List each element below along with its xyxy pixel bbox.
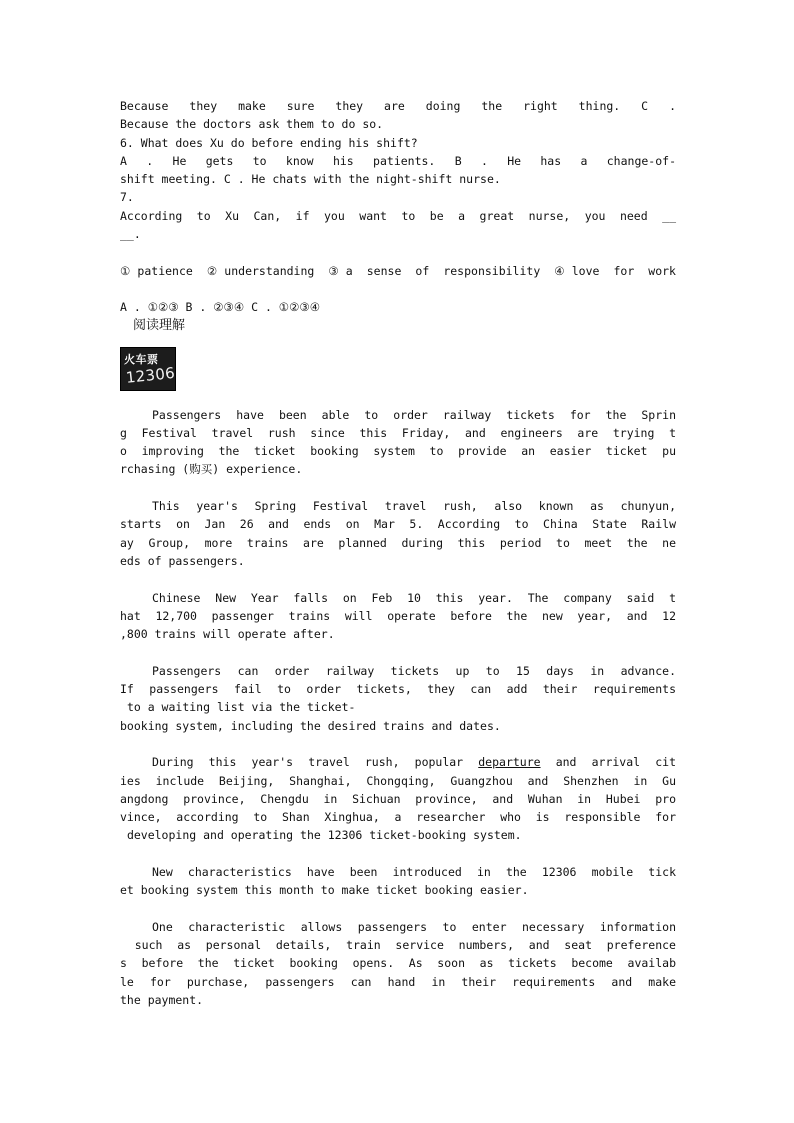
passage-p2-line: This year's Spring Festival travel rush, also known as chunyun, [152, 499, 676, 514]
passage-p7-line: such as personal details, train service numbers, and seat preference [120, 938, 676, 953]
logo-line1: 火车票 [124, 352, 159, 366]
passage-p7-line: One characteristic allows passengers to enter necessary information [152, 919, 676, 934]
passage-p4-line: If passengers fail to order tickets, they can add their requirements [120, 682, 676, 697]
section-heading: 阅读理解 [133, 317, 186, 333]
train-ticket-logo [120, 347, 176, 391]
q7-stem-line1: According to Xu Can, if you want to be a great nurse, you need __ [120, 208, 676, 223]
passage-p5-line: vince, according to Shan Xinghua, a researcher who is responsible for [120, 810, 676, 825]
underlined-word-departure: departure [478, 755, 541, 770]
passage-p5-line: ies include Beijing, Shanghai, Chongqing, Guangzhou and Shenzhen in Gu [120, 773, 676, 788]
q7-number: 7. [120, 190, 134, 205]
passage-p5-line: developing and operating the 12306 ticket-booking system. [120, 828, 522, 843]
passage-p7-line: s before the ticket booking opens. As soon as tickets become availab [120, 956, 676, 971]
logo-line2: 12306 [125, 363, 176, 387]
passage-p2-line: starts on Jan 26 and ends on Mar 5. According to China State Railw [120, 517, 676, 532]
q6-options-line1: A . He gets to know his patients. B . He has a change-of- [120, 153, 676, 168]
passage-p1-line: Passengers have been able to order railway tickets for the Sprin [152, 407, 676, 422]
passage-p4-line: to a waiting list via the ticket- [120, 700, 356, 715]
q6-stem: 6. What does Xu do before ending his shift? [120, 135, 418, 150]
passage-p6-line: New characteristics have been introduced in the 12306 mobile tick [152, 864, 676, 879]
passage-p4-line: booking system, including the desired trains and dates. [120, 718, 501, 733]
passage-p2-line: ay Group, more trains are planned during this period to meet the ne [120, 535, 676, 550]
passage-p7-line: the payment. [120, 993, 204, 1008]
passage-p5-line: angdong province, Chengdu in Sichuan province, and Wuhan in Hubei pro [120, 791, 676, 806]
passage-p3-line: ,800 trains will operate after. [120, 627, 335, 642]
passage-p3-line: hat 12,700 passenger trains will operate before the new year, and 12 [120, 608, 676, 623]
passage-p1-line: o improving the ticket booking system to provide an easier ticket pu [120, 444, 676, 459]
passage-p1-line: g Festival travel rush since this Friday, and engineers are trying t [120, 425, 676, 440]
q7-stem-line2: __. [120, 227, 141, 242]
passage-p1-line: rchasing (购买) experience. [120, 462, 303, 477]
q7-items: ①patience ②understanding ③a sense of responsibility ④love for work [120, 263, 676, 278]
q6-options-line2: shift meeting. C . He chats with the night-shift nurse. [120, 172, 501, 187]
passage-p6-line: et booking system this month to make ticket booking easier. [120, 883, 529, 898]
p5-text-a: During this year's travel rush, popular [152, 755, 479, 770]
q7-options: A . ①②③ B . ②③④ C . ①②③④ [120, 300, 321, 315]
passage-p3-line: Chinese New Year falls on Feb 10 this year. The company said t [152, 590, 676, 605]
q5-option-b-continued: Because they make sure they are doing the right thing. C . [120, 99, 676, 113]
passage-p2-line: eds of passengers. [120, 553, 245, 568]
passage-p4-line: Passengers can order railway tickets up to 15 days in advance. [152, 663, 676, 678]
passage-p5-line [120, 753, 676, 771]
document-page [120, 97, 676, 1009]
p5-text-b: and arrival cit [540, 755, 676, 770]
q5-option-c: Because the doctors ask them to do so. [120, 117, 384, 132]
passage-p7-line: le for purchase, passengers can hand in their requirements and make [120, 974, 676, 989]
